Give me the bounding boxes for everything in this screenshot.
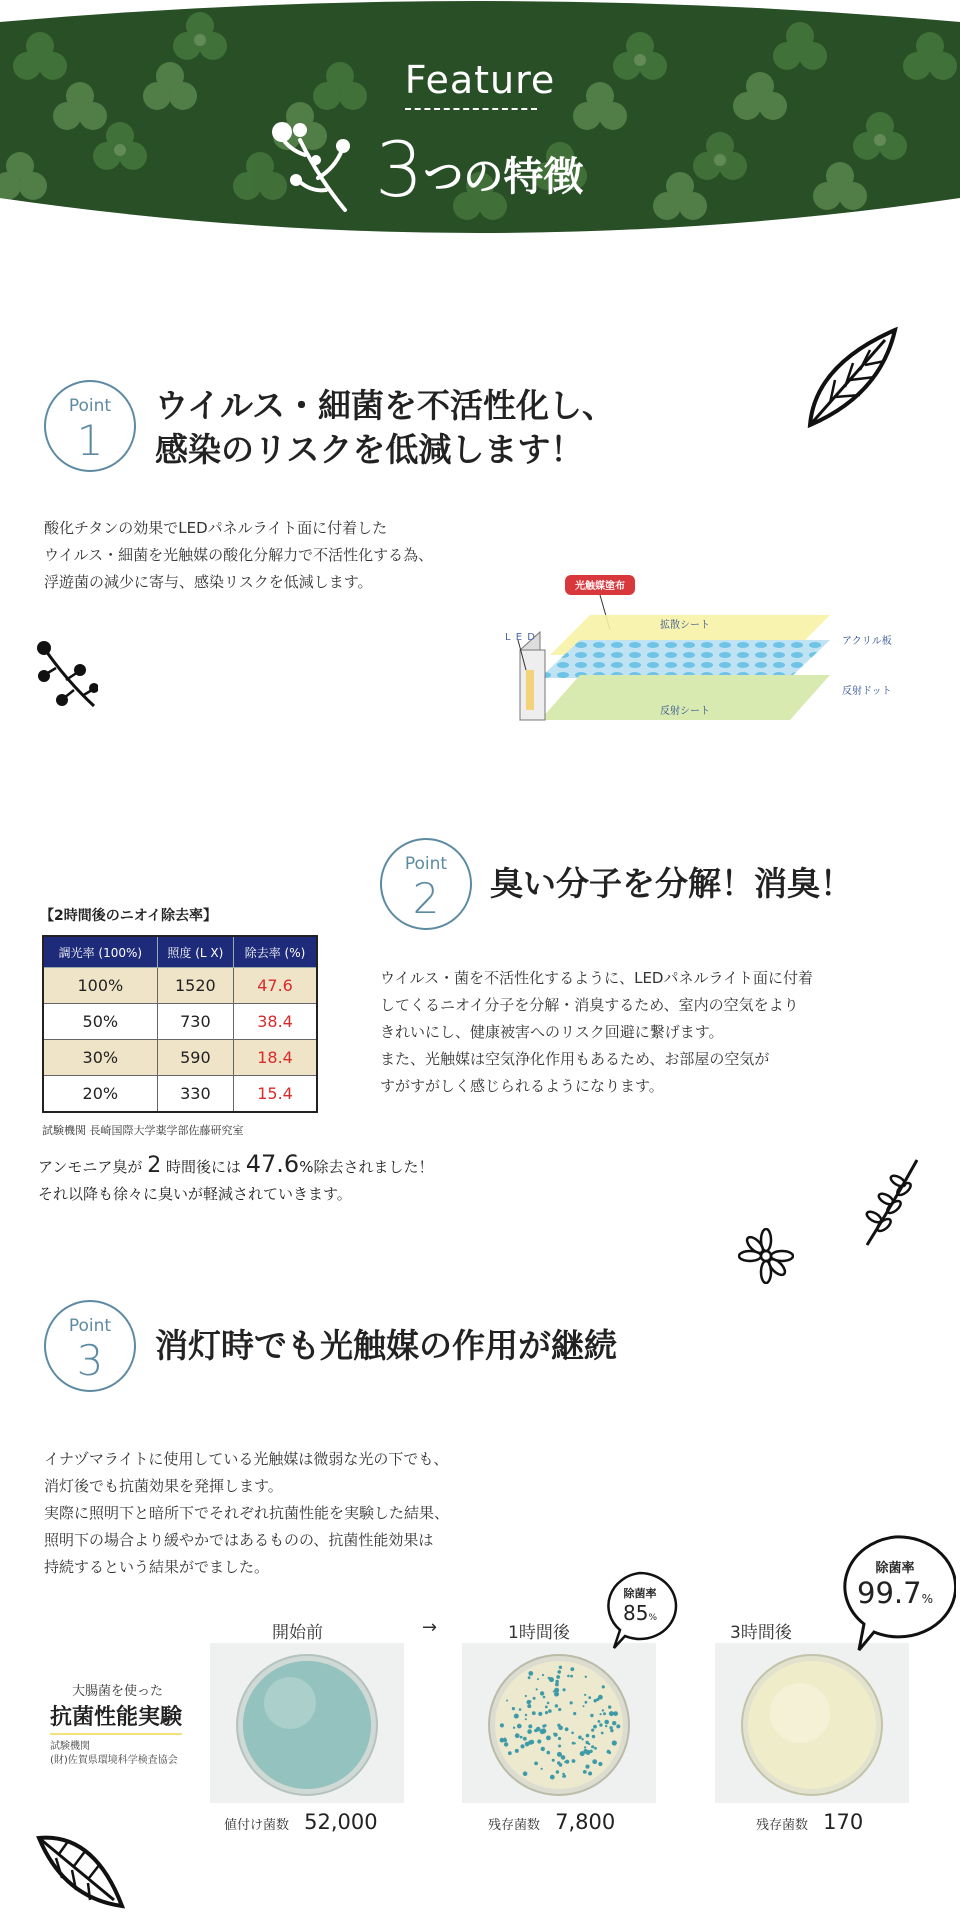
table-header: 照度 (L X) xyxy=(157,936,233,968)
colony-dot xyxy=(589,1750,592,1753)
table-header: 調光率 (100%) xyxy=(43,936,157,968)
point-label: Point xyxy=(404,854,448,874)
colony-dot xyxy=(538,1712,542,1716)
colony-dot xyxy=(585,1701,588,1704)
colony-dot xyxy=(537,1739,541,1743)
org-line: 試験機関 xyxy=(50,1741,90,1752)
colony-dot xyxy=(583,1770,587,1774)
colony-dot xyxy=(528,1671,533,1676)
colony-dot xyxy=(525,1718,527,1720)
experiment-title: 抗菌性能実験 xyxy=(50,1700,182,1735)
table-cell: 330 xyxy=(157,1076,233,1113)
colony-dot xyxy=(598,1762,602,1766)
body-line: イナヅマライトに使用している光触媒は微弱な光の下でも、 xyxy=(44,1450,449,1468)
point3-heading: 消灯時でも光触媒の作用が継続 xyxy=(155,1326,617,1365)
colony-dot xyxy=(585,1765,589,1769)
colony-dot xyxy=(598,1720,601,1723)
result-value: 47.6 xyxy=(245,1150,300,1178)
org-line: (財)佐賀県環境科学検査協会 xyxy=(50,1755,178,1766)
body-line: また、光触媒は空気浄化作用もあるため、お部屋の空気が xyxy=(380,1050,770,1068)
colony-dot xyxy=(506,1700,508,1702)
colony-dot xyxy=(584,1694,586,1696)
bubble-label: 除菌率 xyxy=(623,1587,657,1600)
reflect-sheet-label: 反射シート xyxy=(660,706,710,717)
colony-dot xyxy=(606,1721,608,1723)
colony-dot xyxy=(612,1721,616,1725)
colony-dot xyxy=(528,1676,531,1679)
colony-dot xyxy=(547,1702,550,1705)
table-note: 試験機関 長崎国際大学薬学部佐藤研究室 xyxy=(42,1124,244,1137)
body-line: 実際に照明下と暗所下でそれぞれ抗菌性能を実験した結果、 xyxy=(44,1504,450,1522)
count-value: 7,800 xyxy=(555,1810,616,1834)
body-line: 酸化チタンの効果でLEDパネルライト面に付着した xyxy=(44,519,388,537)
colony-dot xyxy=(528,1724,532,1728)
colony-dot xyxy=(588,1772,592,1776)
colony-dot xyxy=(556,1770,559,1773)
colony-dot xyxy=(608,1705,611,1708)
bubble-3h-text xyxy=(834,1557,956,1610)
colony-dot xyxy=(601,1732,604,1735)
col-label-3h: 3時間後 xyxy=(730,1623,792,1643)
colony-dot xyxy=(598,1695,603,1700)
colony-dot xyxy=(550,1775,555,1780)
colony-dot xyxy=(504,1742,508,1746)
colony-dot xyxy=(588,1743,590,1745)
body-line: ウイルス・菌を不活性化するように、LEDパネルライト面に付着 xyxy=(380,969,814,987)
colony-dot xyxy=(527,1729,532,1734)
colony-dot xyxy=(527,1704,531,1708)
colony-dot xyxy=(581,1738,583,1740)
colony-dot xyxy=(590,1714,593,1717)
colony-dot xyxy=(541,1728,546,1733)
berry-sprig-icon xyxy=(36,640,98,710)
colony-dot xyxy=(563,1775,566,1778)
colony-dot xyxy=(515,1749,519,1753)
col-label-start: 開始前 xyxy=(272,1623,323,1643)
colony-dot xyxy=(520,1736,523,1739)
colony-dot xyxy=(523,1737,527,1741)
colony-dot xyxy=(555,1704,558,1707)
experiment-org xyxy=(50,1740,178,1768)
colony-dot xyxy=(543,1696,546,1699)
table-cell: 38.4 xyxy=(234,1004,317,1040)
point3-body xyxy=(44,1446,449,1581)
colony-dot xyxy=(593,1725,597,1729)
colony-dot xyxy=(542,1674,544,1676)
table-cell: 50% xyxy=(43,1004,157,1040)
section-title xyxy=(375,125,583,214)
colony-dot xyxy=(571,1732,574,1735)
colony-dot xyxy=(533,1697,536,1700)
bubble-label: 除菌率 xyxy=(875,1561,915,1576)
title-number: 3 xyxy=(375,125,424,214)
acrylic-label: アクリル板 xyxy=(842,636,892,647)
result-line xyxy=(38,1150,433,1178)
colony-dot xyxy=(523,1771,528,1776)
count-label: 値付け菌数 xyxy=(224,1818,290,1833)
bubble-unit: % xyxy=(648,1613,657,1623)
colony-dot xyxy=(585,1676,587,1678)
colony-dot xyxy=(547,1751,551,1755)
body-line: きれいにし、健康被害へのリスク回避に繋げます。 xyxy=(380,1023,724,1041)
point2-body xyxy=(380,965,813,1100)
colony-dot xyxy=(540,1691,544,1695)
bubble-1h-text xyxy=(600,1585,680,1625)
result-text: %除去されました！ xyxy=(299,1158,434,1176)
colony-dot xyxy=(559,1666,562,1669)
point-number: 1 xyxy=(76,416,104,465)
colony-dot xyxy=(599,1723,602,1726)
petri-dish-3h xyxy=(715,1643,909,1803)
body-line: すがすがしく感じられるようになります。 xyxy=(380,1077,664,1095)
colony-dot xyxy=(553,1733,555,1735)
colony-dot xyxy=(513,1727,515,1729)
table-row xyxy=(43,1076,317,1113)
colony-dot xyxy=(508,1751,512,1755)
result-line-2: それ以降も徐々に臭いが軽減されていきます。 xyxy=(38,1185,352,1203)
colony-dot xyxy=(541,1747,545,1751)
colony-dot xyxy=(592,1759,597,1764)
bubble-value: 99.7 xyxy=(857,1576,922,1610)
colony-dot xyxy=(594,1747,597,1750)
colony-dot xyxy=(558,1708,561,1711)
colony-dot xyxy=(517,1724,521,1728)
section-label-en: Feature xyxy=(404,58,556,102)
colony-dot xyxy=(586,1734,590,1738)
colony-dot xyxy=(591,1745,594,1748)
colony-dot xyxy=(588,1696,591,1699)
colony-dot xyxy=(541,1768,543,1770)
flower-icon xyxy=(738,1228,794,1284)
table-cell: 18.4 xyxy=(234,1040,317,1076)
colony-dot xyxy=(552,1759,555,1762)
colony-dot xyxy=(578,1736,582,1740)
colony-dot xyxy=(520,1744,524,1748)
colony-dot xyxy=(572,1742,575,1745)
count-label: 残存菌数 xyxy=(488,1818,541,1833)
table-cell: 590 xyxy=(157,1040,233,1076)
colony-dot xyxy=(545,1706,548,1709)
colony-dot xyxy=(592,1735,595,1738)
col-label-1h: 1時間後 xyxy=(508,1623,570,1643)
colony-dot xyxy=(612,1740,617,1745)
colony-dot xyxy=(525,1714,527,1716)
point-number: 2 xyxy=(412,874,440,923)
colony-dot xyxy=(570,1675,573,1678)
petri-dish-1h xyxy=(462,1643,656,1803)
colony-dot xyxy=(554,1688,559,1693)
colony-dot xyxy=(572,1759,576,1763)
body-line: してくるニオイ分子を分解・消臭するため、室内の空気をより xyxy=(380,996,799,1014)
result-text: アンモニア臭が xyxy=(38,1158,143,1176)
colony-dot xyxy=(570,1667,574,1671)
dashed-divider xyxy=(405,108,537,110)
point-label: Point xyxy=(68,396,112,416)
reflect-dot-label: 反射ドット xyxy=(842,686,892,697)
odor-removal-table xyxy=(42,935,318,1113)
point-badge-3 xyxy=(44,1300,136,1392)
colony-dot xyxy=(556,1675,560,1679)
table-cell: 100% xyxy=(43,968,157,1004)
experiment-subtitle: 大腸菌を使った xyxy=(72,1684,164,1699)
led-label: L E D xyxy=(505,632,536,643)
colony-dot xyxy=(602,1685,605,1688)
colony-dot xyxy=(616,1724,620,1728)
colony-dot xyxy=(549,1677,554,1682)
colony-dot xyxy=(546,1736,551,1741)
colony-dot xyxy=(602,1709,604,1711)
colony-dot xyxy=(514,1714,519,1719)
colony-dot xyxy=(525,1742,530,1747)
colony-dot xyxy=(557,1761,561,1765)
table-row xyxy=(43,1040,317,1076)
point1-heading xyxy=(155,384,615,472)
table-row xyxy=(43,968,317,1004)
leaf-icon-bottom xyxy=(34,1828,126,1910)
point-badge-2 xyxy=(380,838,472,930)
point1-heading-line: 感染のリスクを低減します！ xyxy=(155,430,584,469)
table-title: 【2時間後のニオイ除去率】 xyxy=(40,908,218,924)
petri-dish-start xyxy=(210,1643,404,1803)
table-header-row xyxy=(43,936,317,968)
body-line: 持続するという結果がでました。 xyxy=(44,1558,270,1576)
led-panel-diagram xyxy=(500,570,910,730)
colony-dot xyxy=(555,1680,559,1684)
table-cell: 730 xyxy=(157,1004,233,1040)
result-hours: 2 xyxy=(147,1153,162,1178)
colony-dot xyxy=(558,1737,561,1740)
colony-dot xyxy=(567,1675,570,1678)
title-rest: つの特徴 xyxy=(423,154,584,200)
colony-dot xyxy=(534,1729,538,1733)
table-header: 除去率 (%) xyxy=(234,936,317,968)
colony-dot xyxy=(512,1707,515,1710)
colony-dot xyxy=(605,1725,607,1727)
point1-body xyxy=(44,515,433,596)
colony-dot xyxy=(570,1701,573,1704)
diffusion-label: 拡散シート xyxy=(660,620,710,631)
colony-dot xyxy=(603,1712,606,1715)
colony-dot xyxy=(532,1711,536,1715)
count-value: 170 xyxy=(823,1810,864,1834)
colony-dot xyxy=(557,1670,561,1674)
count-value: 52,000 xyxy=(304,1810,378,1834)
bubble-value: 85 xyxy=(622,1601,649,1625)
arrow-right: → xyxy=(422,1617,438,1638)
table-cell: 1520 xyxy=(157,968,233,1004)
bubble-unit: % xyxy=(921,1592,933,1606)
table-cell: 47.6 xyxy=(234,968,317,1004)
table-cell: 15.4 xyxy=(234,1076,317,1113)
leaf-icon xyxy=(805,325,900,430)
colony-dot xyxy=(608,1751,611,1754)
result-text: 時間後には xyxy=(165,1158,241,1176)
colony-dot xyxy=(536,1688,538,1690)
table-cell: 30% xyxy=(43,1040,157,1076)
colony-dot xyxy=(580,1751,585,1756)
coating-tag-text: 光触媒塗布 xyxy=(575,581,625,592)
branch-icon xyxy=(862,1155,924,1250)
colony-dot xyxy=(534,1762,538,1766)
colony-dot xyxy=(584,1746,586,1748)
colony-dot xyxy=(548,1709,552,1713)
colony-dot xyxy=(564,1761,566,1763)
colony-dot xyxy=(525,1695,527,1697)
colony-dot xyxy=(515,1733,520,1738)
count-start xyxy=(224,1810,378,1834)
point-label: Point xyxy=(68,1316,112,1336)
colony-dot xyxy=(500,1723,504,1727)
colony-dot xyxy=(591,1729,594,1732)
colony-dot xyxy=(529,1700,531,1702)
body-line: 浮遊菌の減少に寄与、感染リスクを低減します。 xyxy=(44,573,373,591)
colony-dot xyxy=(558,1745,561,1748)
colony-dot xyxy=(537,1678,539,1680)
count-3h xyxy=(756,1810,863,1834)
point-number: 3 xyxy=(76,1336,104,1385)
colony-dot xyxy=(610,1729,613,1732)
colony-dot xyxy=(573,1712,576,1715)
body-line: 消灯後でも抗菌効果を発揮します。 xyxy=(44,1477,283,1495)
body-line: ウイルス・細菌を光触媒の酸化分解力で不活性化する為、 xyxy=(44,546,434,564)
table-cell: 20% xyxy=(43,1076,157,1113)
count-label: 残存菌数 xyxy=(756,1818,809,1833)
colony-dot xyxy=(613,1711,618,1716)
colony-dot xyxy=(504,1738,506,1740)
colony-dot xyxy=(583,1705,585,1707)
point2-heading: 臭い分子を分解！消臭！ xyxy=(490,864,853,903)
colony-dot xyxy=(545,1711,548,1714)
colony-dot xyxy=(562,1756,565,1759)
point-badge-1 xyxy=(44,380,136,472)
colony-dot xyxy=(500,1738,505,1743)
table-row xyxy=(43,1004,317,1040)
colony-dot xyxy=(563,1688,566,1691)
colony-dot xyxy=(557,1724,560,1727)
colony-dot xyxy=(542,1725,545,1728)
colony-dot xyxy=(609,1711,614,1716)
colony-dot xyxy=(600,1713,602,1715)
colony-dot xyxy=(519,1708,522,1711)
point1-heading-line: ウイルス・細菌を不活性化し、 xyxy=(155,386,616,425)
colony-dot xyxy=(565,1727,569,1731)
colony-dot xyxy=(553,1691,555,1693)
body-line: 照明下の場合より緩やかではあるものの、抗菌性能効果は xyxy=(44,1531,434,1549)
count-1h xyxy=(488,1810,615,1834)
colony-dot xyxy=(557,1752,562,1757)
